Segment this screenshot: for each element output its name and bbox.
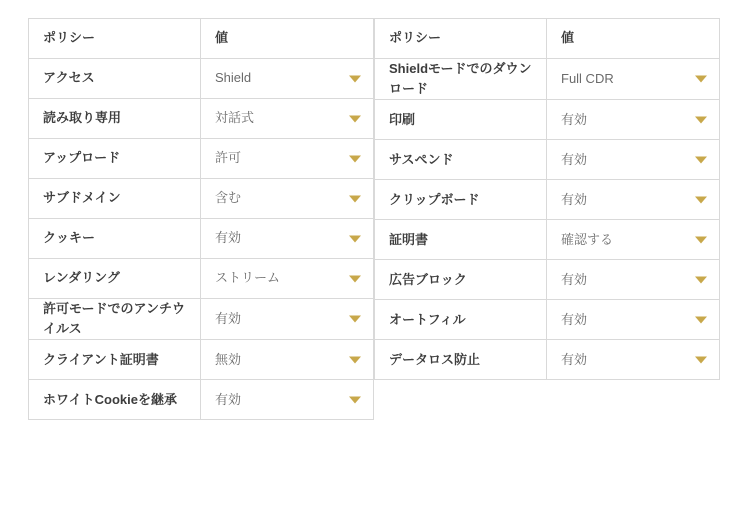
value-text: Shield: [215, 70, 252, 86]
column-header-value: 値: [547, 19, 720, 59]
chevron-down-icon[interactable]: [695, 196, 707, 203]
table-row: [375, 300, 720, 340]
value-dropdown[interactable]: [201, 219, 374, 259]
policy-label: レンダリング: [29, 259, 201, 299]
chevron-down-icon[interactable]: [695, 76, 707, 83]
value-dropdown[interactable]: [547, 220, 720, 260]
value-text: 有効: [561, 351, 588, 367]
policy-label: クッキー: [29, 219, 201, 259]
value-text: 有効: [215, 311, 242, 327]
value-dropdown[interactable]: [201, 179, 374, 219]
value-dropdown[interactable]: [547, 100, 720, 140]
table-row: [29, 139, 374, 179]
chevron-down-icon[interactable]: [695, 116, 707, 123]
policy-label: クライアント証明書: [29, 340, 201, 380]
value-text: 有効: [215, 230, 242, 246]
chevron-down-icon[interactable]: [695, 236, 707, 243]
value-dropdown[interactable]: [201, 340, 374, 380]
table-header-row: [375, 19, 720, 59]
policy-label: 読み取り専用: [29, 99, 201, 139]
chevron-down-icon[interactable]: [695, 356, 707, 363]
table-row: [29, 99, 374, 139]
value-text: 有効: [561, 311, 588, 327]
chevron-down-icon[interactable]: [349, 155, 361, 162]
table-row: [375, 140, 720, 180]
table-row: [375, 220, 720, 260]
policy-table-left: [28, 18, 374, 420]
policy-label: アップロード: [29, 139, 201, 179]
value-text: 有効: [561, 111, 588, 127]
value-text: 含む: [215, 190, 242, 206]
table-row: [29, 340, 374, 380]
chevron-down-icon[interactable]: [695, 276, 707, 283]
value-text: 対話式: [215, 110, 255, 126]
value-dropdown[interactable]: [201, 299, 374, 340]
chevron-down-icon[interactable]: [349, 75, 361, 82]
table-row: [29, 259, 374, 299]
value-text: ストリーム: [215, 270, 281, 286]
policy-label: アクセス: [29, 59, 201, 99]
value-dropdown[interactable]: [547, 59, 720, 100]
table-row: [375, 180, 720, 220]
policy-label: 印刷: [375, 100, 547, 140]
chevron-down-icon[interactable]: [349, 235, 361, 242]
value-dropdown[interactable]: [547, 340, 720, 380]
value-text: 有効: [561, 271, 588, 287]
table-row: [29, 179, 374, 219]
table-row: [375, 100, 720, 140]
value-text: 許可: [215, 150, 242, 166]
value-text: 有効: [561, 151, 588, 167]
chevron-down-icon[interactable]: [695, 156, 707, 163]
chevron-down-icon[interactable]: [349, 316, 361, 323]
value-text: 無効: [215, 351, 242, 367]
policy-label: 証明書: [375, 220, 547, 260]
column-header-value: 値: [201, 19, 374, 59]
value-dropdown[interactable]: [201, 380, 374, 420]
table-row: [375, 340, 720, 380]
chevron-down-icon[interactable]: [349, 356, 361, 363]
value-text: 確認する: [561, 231, 614, 247]
chevron-down-icon[interactable]: [349, 115, 361, 122]
table-row: [29, 380, 374, 420]
chevron-down-icon[interactable]: [349, 195, 361, 202]
chevron-down-icon[interactable]: [695, 316, 707, 323]
table-header-row: [29, 19, 374, 59]
value-text: Full CDR: [561, 71, 614, 87]
table-row: [29, 299, 374, 340]
table-row: [375, 59, 720, 100]
policy-label: クリップボード: [375, 180, 547, 220]
policy-label: Shieldモードでのダウンロード: [375, 59, 547, 100]
policy-table-right: [374, 18, 720, 380]
policy-label: サブドメイン: [29, 179, 201, 219]
policy-label: データロス防止: [375, 340, 547, 380]
value-dropdown[interactable]: [547, 260, 720, 300]
policy-label: 許可モードでのアンチウイルス: [29, 299, 201, 340]
value-dropdown[interactable]: [547, 300, 720, 340]
value-dropdown[interactable]: [201, 99, 374, 139]
table-row: [29, 59, 374, 99]
table-row: [375, 260, 720, 300]
table-row: [29, 219, 374, 259]
value-text: 有効: [215, 391, 242, 407]
chevron-down-icon[interactable]: [349, 275, 361, 282]
chevron-down-icon[interactable]: [349, 396, 361, 403]
value-dropdown[interactable]: [547, 180, 720, 220]
value-text: 有効: [561, 191, 588, 207]
policy-label: サスペンド: [375, 140, 547, 180]
policy-label: ホワイトCookieを継承: [29, 380, 201, 420]
column-header-policy: ポリシー: [375, 19, 547, 59]
policy-label: 広告ブロック: [375, 260, 547, 300]
value-dropdown[interactable]: [201, 59, 374, 99]
column-header-policy: ポリシー: [29, 19, 201, 59]
policy-label: オートフィル: [375, 300, 547, 340]
value-dropdown[interactable]: [201, 259, 374, 299]
value-dropdown[interactable]: [547, 140, 720, 180]
policy-tables-container: [28, 18, 720, 420]
value-dropdown[interactable]: [201, 139, 374, 179]
